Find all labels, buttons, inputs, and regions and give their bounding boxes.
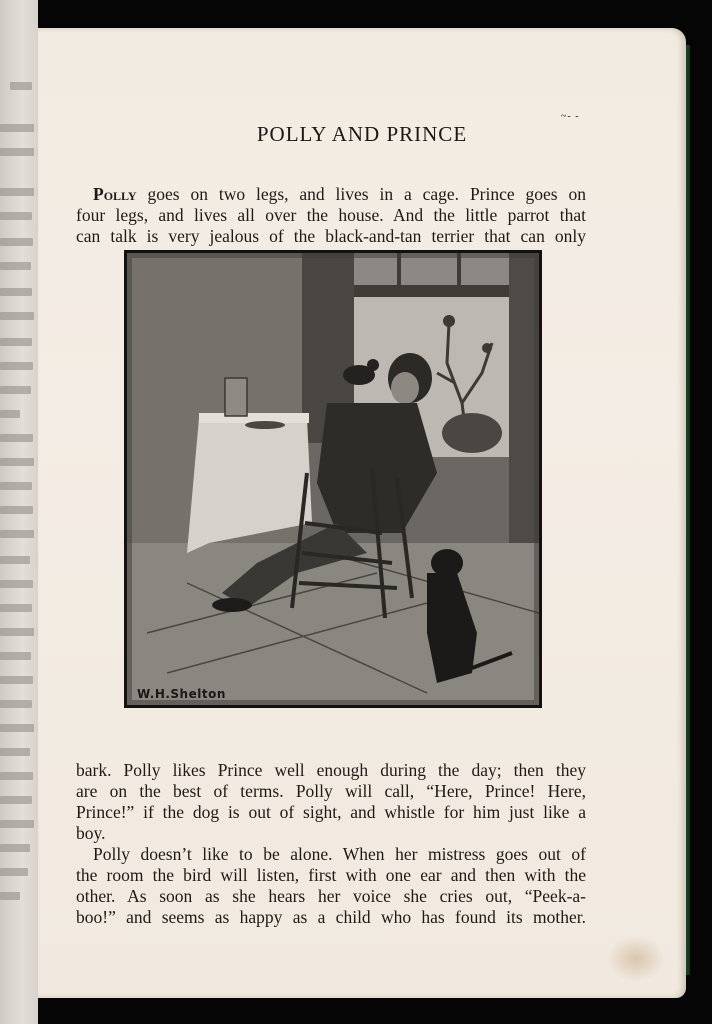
text-line: are on the best of terms. Polly will call, “Here, Prince! Here, — [76, 781, 586, 801]
boy-shoe — [212, 598, 252, 612]
facing-page-text-line — [0, 434, 33, 442]
corner-mark: ~- - — [561, 111, 580, 122]
text-line: boo!” and seems as happy as a child who has found its mother. — [76, 907, 586, 927]
facing-page-text-line — [0, 288, 32, 296]
text-line: Prince!” if the dog is out of sight, and whistle for him just like a — [76, 802, 586, 822]
dog-head — [431, 549, 463, 577]
facing-page-text-line — [0, 530, 34, 538]
facing-page-text-line — [0, 386, 31, 394]
paragraph-3 — [76, 844, 586, 928]
facing-page-text-line — [0, 238, 33, 246]
facing-page-text-line — [0, 482, 32, 490]
paragraph-2 — [76, 760, 586, 844]
engraving-illustration — [124, 250, 542, 708]
text-line: boy. — [76, 823, 106, 843]
facing-page-text-line — [0, 796, 32, 804]
facing-page-text-line — [0, 362, 33, 370]
facing-page-text-line — [0, 458, 34, 466]
text-line: the room the bird will listen, first with one ear and then with the — [76, 865, 586, 885]
page-title: POLLY AND PRINCE — [256, 122, 468, 146]
text-line: can talk is very jealous of the black-and-tan terrier that can only — [76, 226, 586, 246]
facing-page-text-line — [0, 772, 33, 780]
facing-page-text-line — [0, 556, 30, 564]
plant-foliage — [442, 413, 502, 453]
facing-page-text-line — [0, 580, 33, 588]
artist-signature: W.H.Shelton — [137, 687, 226, 701]
facing-page-text-line — [0, 262, 31, 270]
facing-page-text-line — [0, 124, 34, 132]
lead-word: Polly — [93, 184, 137, 204]
facing-page-text-line — [10, 82, 32, 90]
facing-page-text-line — [0, 312, 34, 320]
paragraph-1 — [76, 184, 586, 247]
facing-page-text-line — [0, 628, 34, 636]
text-line-rest: goes on two legs, and lives in a cage. Prince goes on — [136, 184, 586, 204]
paper-stain — [606, 936, 666, 982]
floor — [127, 543, 539, 705]
facing-page-text-line — [0, 604, 32, 612]
parrot-head — [367, 359, 379, 371]
facing-page-text-line — [0, 724, 34, 732]
text-line: bark. Polly likes Prince well enough during the day; then they — [76, 760, 586, 780]
plant-flower — [482, 343, 492, 353]
facing-page-text-line — [0, 892, 20, 900]
facing-page-text-line — [0, 844, 30, 852]
facing-page-text-line — [0, 748, 30, 756]
facing-page-edge — [0, 0, 38, 1024]
plant-flower — [443, 315, 455, 327]
table-top — [199, 413, 309, 423]
facing-page-text-line — [0, 506, 33, 514]
boy-face — [391, 372, 419, 404]
facing-page-text-line — [0, 820, 34, 828]
facing-page-text-line — [0, 410, 20, 418]
text-line: Polly doesn’t like to be alone. When her mistress goes out of — [93, 844, 586, 864]
text-line: four legs, and lives all over the house. And the little parrot that — [76, 205, 586, 225]
facing-page-text-line — [0, 652, 31, 660]
text-line: other. As soon as she hears her voice she cries out, “Peek-a- — [76, 886, 586, 906]
facing-page-text-line — [0, 148, 34, 156]
text-line — [76, 184, 586, 205]
facing-page-text-line — [0, 338, 32, 346]
facing-page-text-line — [0, 676, 33, 684]
window-lintel — [354, 285, 509, 297]
facing-page-text-line — [0, 868, 28, 876]
facing-page-text-line — [0, 700, 32, 708]
plate — [245, 421, 285, 429]
book-page — [38, 28, 686, 998]
facing-page-text-line — [0, 212, 32, 220]
facing-page-text-line — [0, 188, 34, 196]
illustration-drawing — [127, 253, 539, 705]
pitcher — [225, 378, 247, 416]
